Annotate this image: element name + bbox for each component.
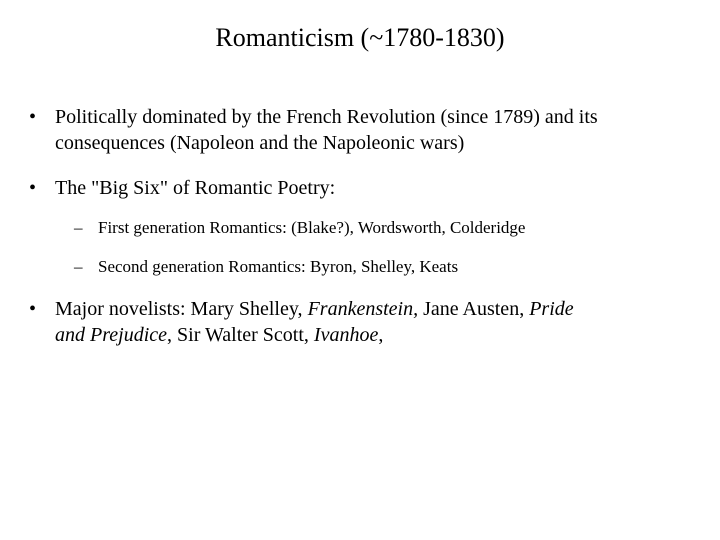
bullet-line: Politically dominated by the French Revolution (since 1789) and its — [55, 106, 598, 128]
bullet-line — [55, 322, 574, 348]
subbullet-text: First generation Romantics: (Blake?), Wordsworth, Colderidge — [98, 218, 526, 237]
slide-title: Romanticism (~1780-1830) — [215, 23, 505, 52]
book-title-frankenstein: Frankenstein, — [307, 298, 419, 320]
text-run: Major novelists: Mary Shelley, — [55, 298, 308, 320]
book-title-pride: Pride — [529, 298, 574, 320]
bullet-text: The "Big Six" of Romantic Poetry: — [55, 177, 336, 199]
book-title-ivanhoe: Ivanhoe — [313, 324, 379, 346]
bullet-text — [55, 296, 574, 348]
dash-icon: – — [74, 257, 83, 276]
bullet-line: consequences (Napoleon and the Napoleonic wars) — [55, 132, 465, 154]
bullet-line — [55, 296, 574, 322]
text-run: , — [378, 324, 384, 346]
bullet-icon: • — [29, 177, 37, 199]
bullet-icon: • — [29, 298, 37, 320]
text-run: , Sir Walter Scott, — [167, 324, 314, 346]
subbullet-text: Second generation Romantics: Byron, Shelley, Keats — [98, 257, 459, 276]
bullet-icon: • — [29, 106, 37, 128]
dash-icon: – — [74, 218, 83, 237]
text-run: Jane Austen, — [418, 298, 530, 320]
book-title-prejudice: and Prejudice — [55, 324, 168, 346]
bullet-text — [55, 104, 598, 156]
